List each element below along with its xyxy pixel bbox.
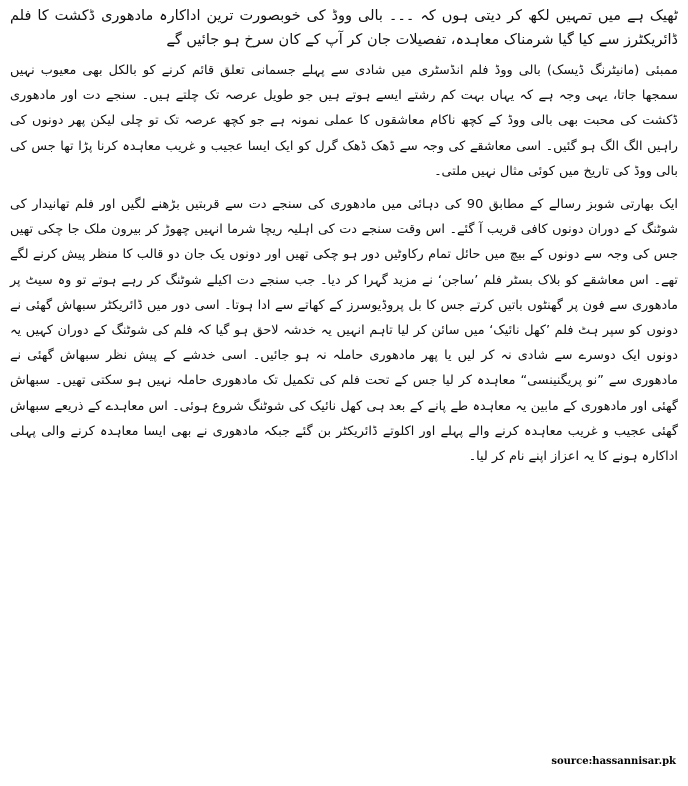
article-paragraph-1: ممبئی (مانیٹرنگ ڈیسک) بالی ووڈ فلم انڈسٹری میں شادی سے پہلے جسمانی تعلق قائم کرنے کو بالکل بھی معیوب نہیں سمجھا جاتا، یہی وجہ ہے کہ یہاں بہت کم رشتے ایسے ہوتے ہیں جو طویل عرصہ تک چلتے ہیں۔ سنجے دت اور مادھوری ڈکشت کی محبت بھی بالی ووڈ کے کچھ ناکام معاشقوں کا عملی نمونہ ہے جو کچھ عرصہ تک تو چلی لیکن پھر دونوں کی راہیں الگ الگ ہو گئیں۔ اسی معاشقے کی وجہ سے ڈھک ڈھک گرل کو ایک ایسا عجیب و غریب معاہدہ کرنا پڑا تھا جس کی بالی ووڈ کی تاریخ میں کوئی مثال نہیں ملتی۔ xyxy=(10,63,678,179)
source-credit: source:hassannisar.pk xyxy=(551,756,676,767)
article-headline: ٹھیک ہے میں تمہیں لکھ کر دیتی ہوں کہ ۔۔۔ بالی ووڈ کی خوبصورت ترین اداکارہ مادھوری ڈکشت کا فلم ڈائریکٹرز سے کیا گیا شرمناک معاہدہ، تفصیلات جان کر آپ کے کان سرخ ہو جائیں گے xyxy=(10,8,678,48)
article xyxy=(10,4,678,477)
article-paragraph-2: ایک بھارتی شوبز رسالے کے مطابق 90 کی دہائی میں مادھوری کی سنجے دت سے قربتیں بڑھنے لگیں اور فلم تھانیدار کی شوٹنگ کے دوران دونوں کافی قریب آ گئے۔ اس وقت سنجے دت کی اہلیہ ریچا شرما انہیں چھوڑ کر بیرون ملک جا چکی تھیں جس کی وجہ سے دونوں کے بیچ میں حائل تمام رکاوٹیں دور ہو چکی تھیں اور دونوں یک جان دو قالب کا منظر پیش کرنے لگے تھے۔ اس معاشقے کو بلاک بسٹر فلم ’ساجن‘ نے مزید گہرا کر دیا۔ جب سنجے دت اکیلے شوٹنگ کر رہے ہوتے تو وہ سیٹ پر مادھوری سے فون پر گھنٹوں باتیں کرتے جس کا بل پروڈیوسرز کے کھاتے سے ادا ہوتا۔ اسی دور میں ڈائریکٹر سبھاش گھئی نے دونوں کو سپر ہٹ فلم ’کھل نائیک‘ میں سائن کر لیا تاہم انہیں یہ خدشہ لاحق ہو گیا کہ فلم کی شوٹنگ کے دوران کہیں یہ دونوں ایک دوسرے سے شادی نہ کر لیں یا پھر مادھوری حاملہ نہ ہو جائیں۔ اسی خدشے کے پیش نظر سبھاش گھئی نے مادھوری سے ”نو پریگنینسی“ معاہدہ کر لیا جس کے تحت فلم کی تکمیل تک مادھوری حاملہ نہیں ہو سکتی تھیں۔ سبھاش گھئی اور مادھوری کے مابین یہ معاہدہ طے پانے کے بعد ہی کھل نائیک کی شوٹنگ شروع ہوئی۔ اس معاہدے کے ذریعے سبھاش گھئی عجیب و غریب معاہدہ کرنے والے پہلے اور اکلوتے ڈائریکٹر بن گئے جبکہ مادھوری نے بھی ایسا معاہدہ کرنے والی پہلی اداکارہ ہونے کا یہ اعزاز اپنے نام کر لیا۔ xyxy=(10,197,678,465)
